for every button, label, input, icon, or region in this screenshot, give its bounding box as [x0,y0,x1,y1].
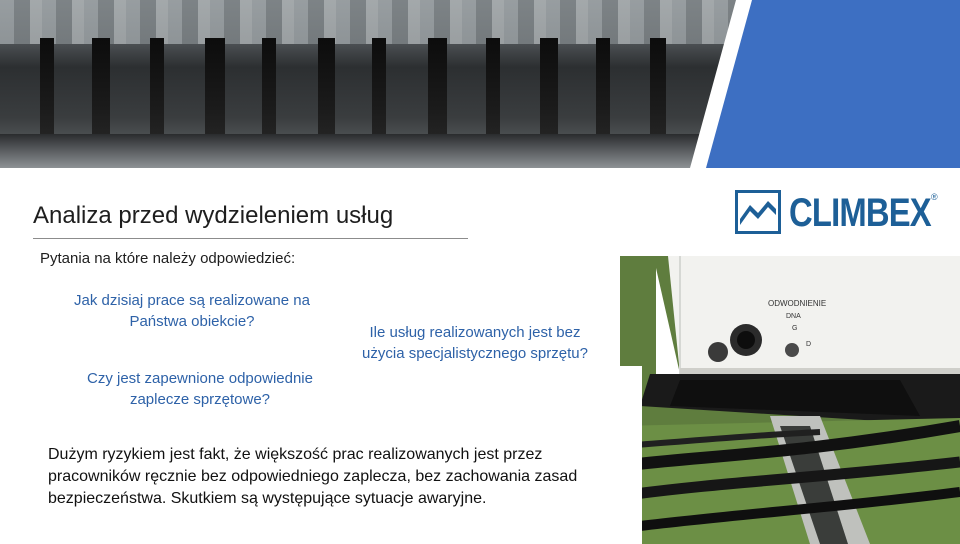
slide-subtitle: Pytania na które należy odpowiedzieć: [40,250,296,267]
question-2-line-1: Czy jest zapewnione odpowiednie [87,370,313,387]
title-underline [33,238,468,239]
question-1 [52,290,332,332]
tank-label-g: G [792,325,798,332]
question-1-line-2: Państwa obiekcie? [129,313,255,330]
climbex-logo-mark-icon [735,190,781,234]
right-photo-tank-hoses [620,256,960,544]
tank-label-odwodnienie: ODWODNIENIE [768,299,827,308]
tank-label-dna: DNA [786,313,801,320]
body-paragraph: Dużym ryzykiem jest fakt, że większość prac realizowanych jest przez pracowników ręcznie bez odpowiedniego zaplecza, bez zachowania zasad bezpieczeństwa. Skutkiem są występujące sytuacje awaryjne. [48,446,578,507]
question-3 [340,322,610,364]
slide-title: Analiza przed wydzieleniem usług [33,202,394,229]
question-1-line-1: Jak dzisiaj prace są realizowane na [74,292,310,309]
registered-mark: ® [931,192,938,202]
tank-hoses-illustration [620,256,960,544]
blue-band-shape [706,0,960,168]
logo-wave-icon [738,193,778,231]
top-photo-oil-tank [0,0,736,168]
question-3-line-2: użycia specjalistycznego sprzętu? [362,345,588,362]
tank-rim [0,0,736,44]
climbex-logo-text: CLIMBEX [789,191,931,235]
question-2 [60,368,340,410]
sludge-pool [0,134,736,168]
question-2-line-2: zaplecze sprzętowe? [129,391,271,408]
climbex-logo [735,188,945,238]
tank-label-d: D [806,341,812,348]
question-3-line-1: Ile usług realizowanych jest bez [369,324,581,341]
